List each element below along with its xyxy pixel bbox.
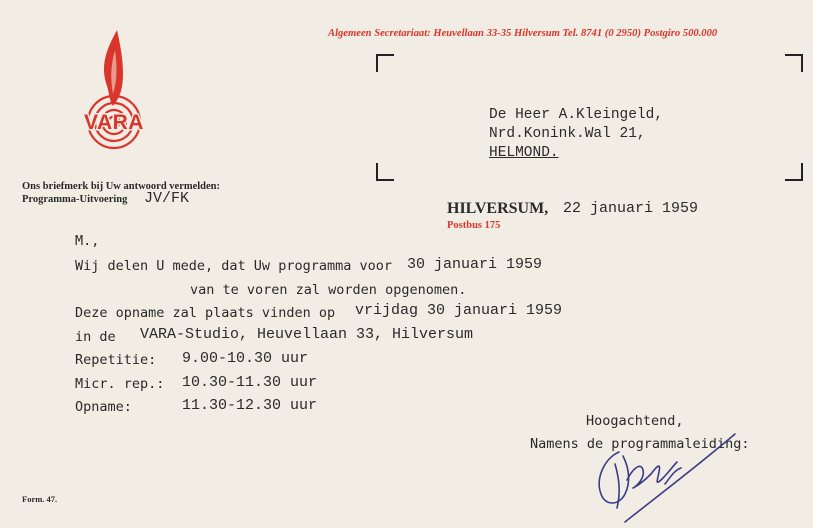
program-date: 30 januari 1959 — [407, 256, 543, 273]
letterhead-address: Algemeen Secretariaat: Heuvellaan 33-35 Hilversum Tel. 8741 (0 2950) Postgiro 500.000 — [328, 28, 718, 39]
recording-date: vrijdag 30 januari 1959 — [355, 302, 563, 319]
body-line-2: van te voren zal worden opgenomen. — [190, 282, 467, 298]
schedule-time-rehearsal: 9.00-10.30 uur — [182, 350, 309, 367]
schedule-label-recording: Opname: — [75, 399, 132, 415]
crop-mark-top-right — [785, 54, 803, 72]
recipient-city: HELMOND. — [489, 145, 559, 161]
schedule-label-mic: Micr. rep.: — [75, 376, 165, 392]
body-line-3: Deze opname zal plaats vinden op — [75, 305, 336, 321]
reference-department: Programma-Uitvoering — [22, 194, 128, 205]
crop-mark-bottom-right — [785, 163, 803, 181]
letter-date: 22 januari 1959 — [563, 200, 699, 217]
place-name: HILVERSUM, — [447, 200, 549, 217]
crop-mark-bottom-left — [376, 163, 394, 181]
studio-location: VARA-Studio, Heuvellaan 33, Hilversum — [140, 326, 474, 343]
crop-mark-top-left — [376, 54, 394, 72]
form-number: Form. 47. — [22, 494, 58, 504]
vara-logo — [68, 28, 160, 152]
schedule-label-rehearsal: Repetitie: — [75, 352, 157, 368]
postbus: Postbus 175 — [447, 220, 501, 231]
salutation: M., — [75, 233, 100, 249]
closing-greeting: Hoogachtend, — [586, 413, 684, 429]
closing-signatory: Namens de programmaleiding: — [530, 436, 750, 452]
recipient-name: De Heer A.Kleingeld, — [489, 107, 664, 123]
recipient-street: Nrd.Konink.Wal 21, — [489, 126, 646, 142]
signature-icon — [585, 428, 745, 524]
flame-logo-icon — [68, 28, 160, 152]
schedule-time-recording: 11.30-12.30 uur — [182, 397, 318, 414]
schedule-time-mic: 10.30-11.30 uur — [182, 374, 318, 391]
body-line-4-prefix: in de — [75, 329, 116, 345]
logo-text: VARA — [84, 111, 144, 134]
body-line-1: Wij delen U mede, dat Uw programma voor — [75, 258, 392, 274]
reference-label: Ons briefmerk bij Uw antwoord vermelden: — [22, 181, 221, 192]
handwritten-signature — [585, 428, 745, 524]
reference-code: JV/FK — [144, 190, 190, 207]
